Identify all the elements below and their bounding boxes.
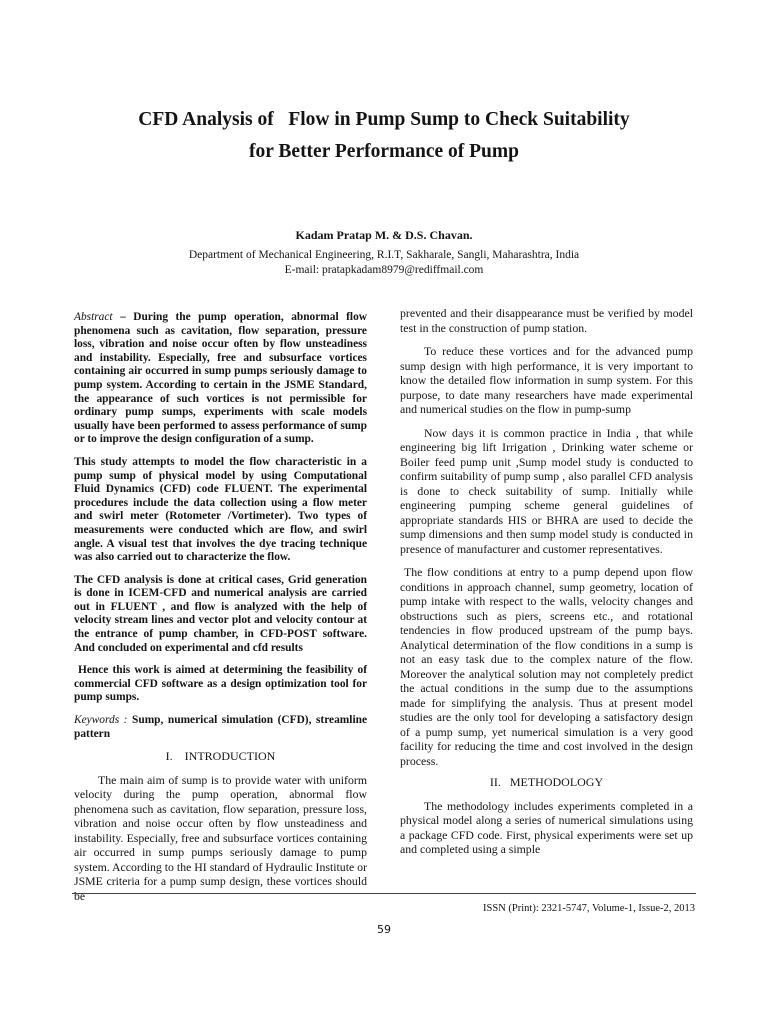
abstract-paragraph-3: The CFD analysis is done at critical cases, Grid generation is done in ICEM-CFD and numerical analysis are carried out in FLUENT , and flow is analyzed with the help of velocity stream lines and vector plot and velocity contour at the entrance of pump chamber, in CFD-POST software. And concluded on experimental and cfd results: [74, 573, 367, 654]
abstract-paragraph: [74, 311, 367, 447]
left-column: [74, 311, 367, 910]
section-heading-methodology: II. METHODOLOGY: [489, 775, 604, 789]
affiliation-block: [0, 248, 768, 278]
title-line-2: for Better Performance of Pump: [248, 141, 519, 162]
title-line-1: CFD Analysis of Flow in Pump Sump to Check Suitability: [138, 109, 630, 130]
methodology-paragraph: The methodology includes experiments completed in a physical model along a series of numerical simulations using a package CFD code. First, physical experiments were set up and completed using a simple: [400, 798, 693, 857]
issn-footer: ISSN (Print): 2321-5747, Volume-1, Issue-2, 2013: [483, 903, 695, 914]
keywords-label: Keywords :: [74, 714, 128, 727]
page-number: 59: [377, 923, 391, 936]
abstract-paragraph-4: Hence this work is aimed at determining the feasibility of commercial CFD software as a design optimization tool for pump sumps.: [74, 664, 367, 704]
keywords-text: Sump, numerical simulation (CFD), streamline pattern: [74, 714, 368, 740]
right-paragraph-4: The flow conditions at entry to a pump depend upon flow conditions in approach channel, sump geometry, location of pump intake with respect to the walls, velocity changes and obstructions such as piers, screens etc., and rotational tendencies in flow produced upstream of the pump bays. Analytical determination of the flow conditions in a sump is not an easy task due to the complex nature of the flow. Moreover the analytical solution may not completely predict the actual conditions in the sump due to the assumptions made for simplifying the analysis. Thus at present model studies are the only tool for developing a satisfactory design of a pump sump, yet numerical simulation is a very good facility for reducing the time and cost involved in the design process.: [400, 565, 693, 768]
section-heading-introduction: I. INTRODUCTION: [165, 749, 276, 764]
affiliation: Department of Mechanical Engineering, R.I.T, Sakharale, Sangli, Maharashtra, India: [188, 249, 580, 261]
abstract-paragraph-2: This study attempts to model the flow characteristic in a pump sump of physical model by using Computational Fluid Dynamics (CFD) code FLUENT. The experimental procedures include the data collection using a flow meter and swirl meter (Rotometer /Vortimeter). Two types of measurements were conducted which are flow, and swirl angle. A visual test that involves the dye tracing technique was also carried out to characterize the flow.: [74, 455, 367, 564]
abstract-text: – During the pump operation, abnormal flow phenomena such as cavitation, flow separation, pressure loss, vibration and noise occur often by flow unsteadiness and instability. Especially, free and subsurface vortices containing air occurred in sump pumps seriously damage to pump system. According to certain in the JSME Standard, the appearance of such vortices is not permissible for ordinary pump sumps, experiments with scale models usually have been performed to assess performance of sump or to improve the design configuration of a sump.: [74, 311, 367, 446]
paper-title: [60, 104, 708, 168]
footer-rule: [72, 893, 696, 894]
author-list: Kadam Pratap M. & D.S. Chavan.: [295, 228, 473, 242]
introduction-paragraph: The main aim of sump is to provide water with uniform velocity during the pump operation, abnormal flow phenomena such as cavitation, flow separation, pressure loss, vibration and noise occur often by flow unsteadiness and instability. Especially, free and subsurface vortices containing air occurred in sump pumps seriously damage to pump system. According to the HI standard of Hydraulic Institute or JSME criteria for a pump sump design, these vortices should be: [74, 772, 367, 903]
right-paragraph-2: To reduce these vortices and for the advanced pump sump design with high performance, it is very important to know the detailed flow information in sump system. For this purpose, to date many researchers have made experimental and numerical studies on the flow in pump-sump: [400, 344, 693, 416]
keywords: [74, 714, 367, 741]
abstract-label: Abstract: [74, 311, 113, 323]
right-column: [400, 306, 693, 864]
author-email: E-mail: pratapkadam8979@rediffmail.com: [284, 264, 484, 276]
right-paragraph-1: prevented and their disappearance must be verified by model test in the construction of pump station.: [400, 306, 693, 335]
right-paragraph-3: Now days it is common practice in India , that while engineering big lift Irrigation , Drinking water scheme or Boiler feed pump unit ,Sump model study is conducted to confirm suitability of pump sump , also parallel CFD analysis is done to check suitability of sump. Initially while engineering pumping scheme general guidelines of appropriate standards HIS or BHRA are used to decide the sump dimensions and then sump model study is conducted in presence of manufacturer and customer representatives.: [400, 425, 693, 556]
